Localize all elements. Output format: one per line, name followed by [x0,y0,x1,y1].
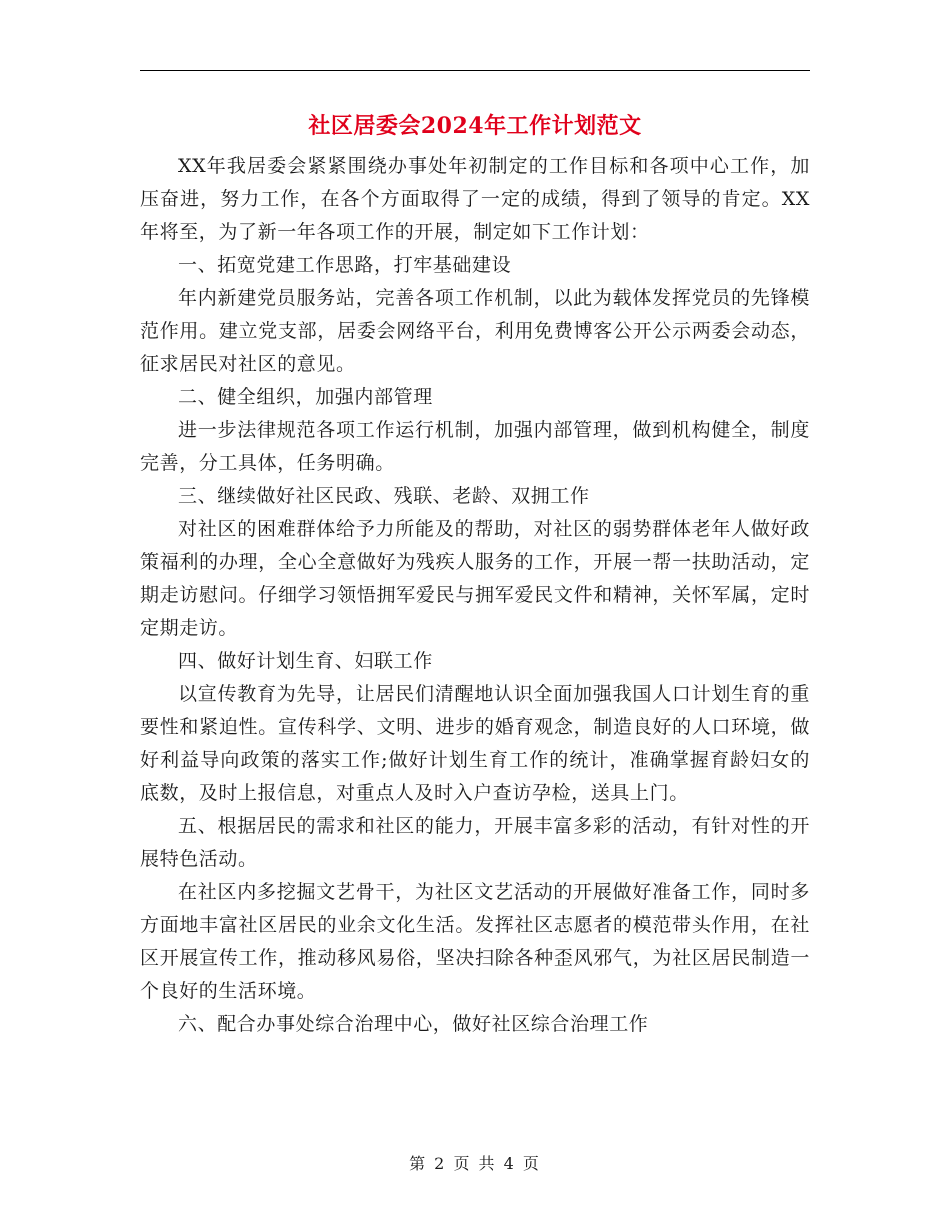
section-heading-1: 一、拓宽党建工作思路，打牢基础建设 [178,254,512,276]
paragraph-intro: XX年我居委会紧紧围绕办事处年初制定的工作目标和各项中心工作，加压奋进，努力工作，在各个方面取得了一定的成绩，得到了领导的肯定。XX年将至，为了新一年各项工作的开展，制定如下工作计划： [140,155,810,243]
document-body [140,150,810,1041]
section-heading-3: 三、继续做好社区民政、残联、老龄、双拥工作 [178,485,590,507]
paragraph-section-2: 进一步法律规范各项工作运行机制，加强内部管理，做到机构健全，制度完善，分工具体，任务明确。 [140,419,810,474]
paragraph-section-5: 在社区内多挖掘文艺骨干，为社区文艺活动的开展做好准备工作，同时多方面地丰富社区居民的业余文化生活。发挥社区志愿者的模范带头作用，在社区开展宣传工作，推动移风易俗，坚决扫除各种歪风邪气，为社区居民制造一个良好的生活环境。 [140,881,810,1002]
page-number-footer: 第 2 页 共 4 页 [409,1154,541,1173]
document-title: 社区居委会2024年工作计划范文 [308,113,642,139]
section-heading-5: 五、根据居民的需求和社区的能力，开展丰富多彩的活动，有针对性的开展特色活动。 [140,815,810,870]
section-heading-2: 二、健全组织，加强内部管理 [178,386,433,408]
paragraph-section-3: 对社区的困难群体给予力所能及的帮助，对社区的弱势群体老年人做好政策福利的办理，全心全意做好为残疾人服务的工作，开展一帮一扶助活动，定期走访慰问。仔细学习领悟拥军爱民与拥军爱民文件和精神，关怀军属，定时定期走访。 [140,518,810,639]
paragraph-section-4: 以宣传教育为先导，让居民们清醒地认识全面加强我国人口计划生育的重要性和紧迫性。宣传科学、文明、进步的婚育观念，制造良好的人口环境，做好利益导向政策的落实工作;做好计划生育工作的统计，准确掌握育龄妇女的底数，及时上报信息，对重点人及时入户查访孕检，送具上门。 [140,683,810,804]
section-heading-6: 六、配合办事处综合治理中心，做好社区综合治理工作 [178,1013,649,1035]
header-rule [140,70,810,71]
section-heading-4: 四、做好计划生育、妇联工作 [178,650,433,672]
paragraph-section-1: 年内新建党员服务站，完善各项工作机制，以此为载体发挥党员的先锋模范作用。建立党支部，居委会网络平台，利用免费博客公开公示两委会动态，征求居民对社区的意见。 [140,287,810,375]
